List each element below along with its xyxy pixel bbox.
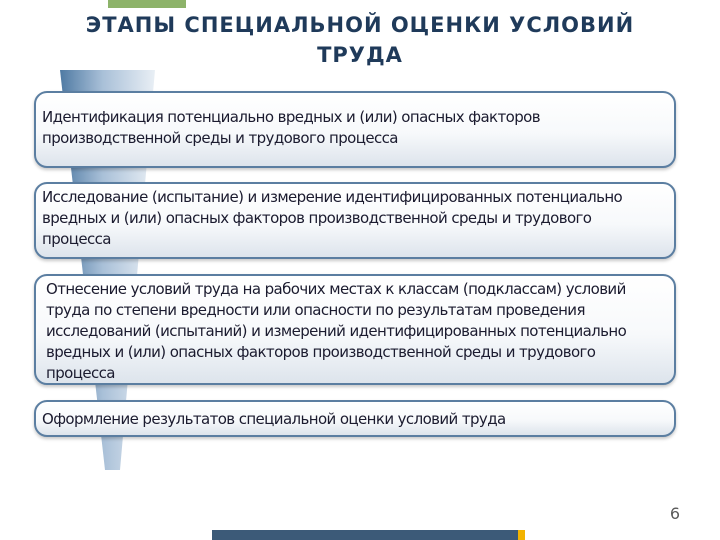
step-text-line: вредных и (или) опасных факторов производственной среды и трудового xyxy=(42,209,592,227)
step-box-documentation xyxy=(34,400,676,437)
step-text-line: производственной среды и трудового процесса xyxy=(42,129,398,147)
bottom-bar xyxy=(212,530,518,540)
step-text-line: Идентификация потенциально вредных и (или) опасных факторов xyxy=(42,108,540,126)
bottom-accent-bar xyxy=(518,530,525,540)
step-box-research xyxy=(34,182,676,259)
step-text-line: исследований (испытаний) и измерений идентифицированных потенциально xyxy=(46,322,627,340)
page-number: 6 xyxy=(669,504,680,523)
step-text-line: процесса xyxy=(42,230,111,248)
step-text-line: вредных и (или) опасных факторов производственной среды и трудового xyxy=(46,343,596,361)
page-title-line2: ТРУДА xyxy=(317,43,403,67)
step-text-line: Оформление результатов специальной оценки условий труда xyxy=(42,410,506,428)
step-text-line: труда по степени вредности или опасности по результатам проведения xyxy=(46,301,585,319)
step-text-line: Исследование (испытание) и измерение идентифицированных потенциально xyxy=(42,188,623,206)
step-text-line: процесса xyxy=(46,364,115,382)
page-title-line1: ЭТАПЫ СПЕЦИАЛЬНОЙ ОЦЕНКИ УСЛОВИЙ xyxy=(85,13,635,37)
step-box-identification xyxy=(34,91,676,168)
step-box-classification xyxy=(34,274,676,385)
step-text-line: Отнесение условий труда на рабочих местах к классам (подклассам) условий xyxy=(46,280,626,298)
